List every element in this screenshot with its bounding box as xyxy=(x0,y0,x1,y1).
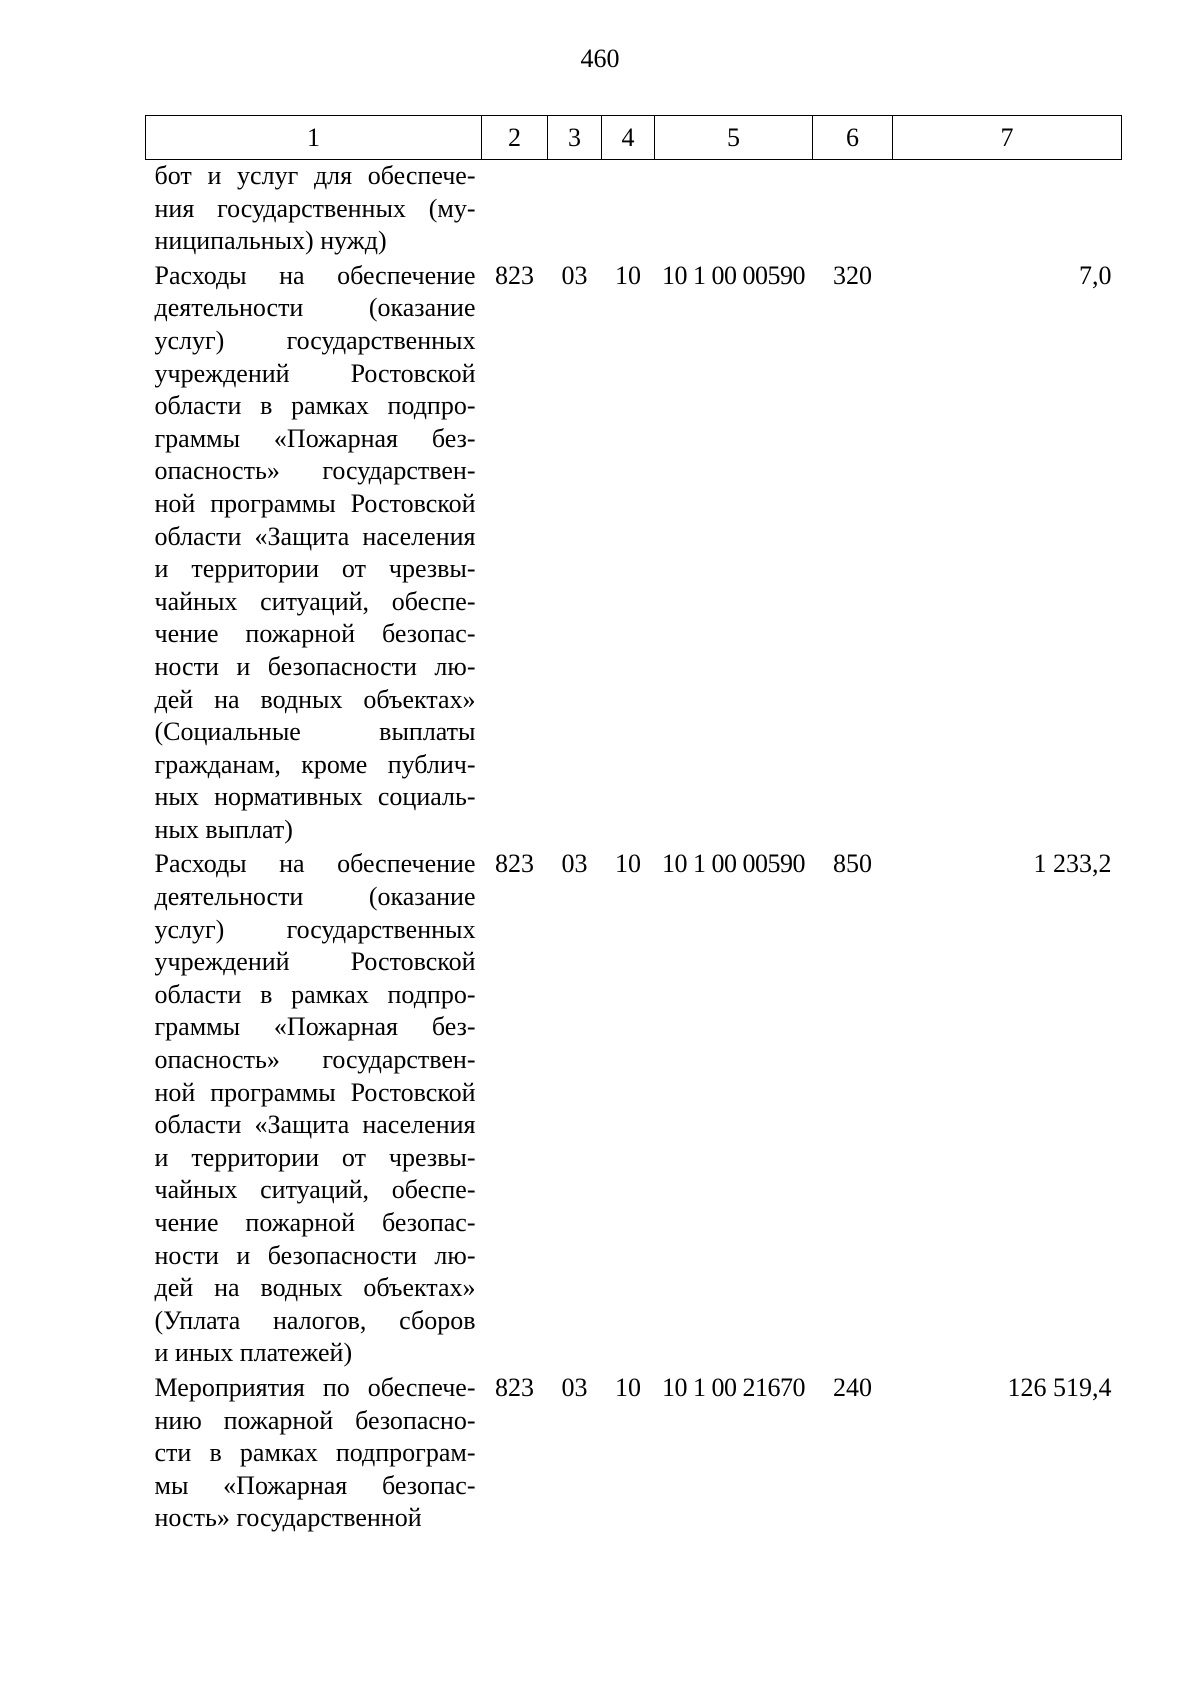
description-line: бот и услуг для обеспече- xyxy=(154,161,476,190)
description-line: ных нормативных социаль- xyxy=(154,782,476,812)
ministry-code: 823 xyxy=(495,849,534,879)
header-row xyxy=(146,116,1122,160)
header-col-5: 5 xyxy=(655,116,813,160)
description-line: чайных ситуаций, обеспе- xyxy=(154,1175,476,1205)
description-line: дей на водных объектах» xyxy=(154,1273,476,1303)
row-description xyxy=(146,848,482,1372)
description-line: Мероприятия по обеспече- xyxy=(154,1372,476,1402)
description-line: (Уплата налогов, сборов xyxy=(154,1305,476,1335)
amount: 7,0 xyxy=(1079,260,1112,290)
expense-type-code: 240 xyxy=(833,1372,872,1402)
section-code: 03 xyxy=(561,260,588,290)
description-line: нию пожарной безопасно- xyxy=(154,1405,476,1435)
description-line: ных выплат) xyxy=(154,814,293,844)
subsection-code: 10 xyxy=(615,260,641,290)
ministry-code: 823 xyxy=(495,260,534,290)
description-line: области в рамках подпро- xyxy=(154,979,476,1009)
description-line: области «Защита населения xyxy=(154,1110,476,1140)
description-line: Расходы на обеспечение xyxy=(154,849,476,879)
description-line: области «Защита населения xyxy=(154,521,476,551)
ministry-code: 823 xyxy=(495,1372,534,1402)
row-description xyxy=(146,160,482,260)
description-line: ной программы Ростовской xyxy=(154,488,476,518)
description-line: гражданам, кроме публич- xyxy=(154,749,476,779)
description-line: услуг) государственных xyxy=(154,914,476,944)
description-line: и территории от чрезвы- xyxy=(154,1142,476,1172)
header-col-7: 7 xyxy=(893,116,1122,160)
header-col-1: 1 xyxy=(146,116,482,160)
row-description xyxy=(146,1372,482,1537)
description-line: услуг) государственных xyxy=(154,325,476,355)
header-col-4: 4 xyxy=(602,116,655,160)
section-code: 03 xyxy=(561,849,588,879)
ministry-code xyxy=(482,160,548,260)
header-col-6: 6 xyxy=(813,116,893,160)
description-line: и территории от чрезвы- xyxy=(154,554,476,584)
expense-type-code: 850 xyxy=(833,849,872,879)
description-line: учреждений Ростовской xyxy=(154,947,476,977)
row-description xyxy=(146,260,482,849)
description-line: опасность» государствен- xyxy=(154,456,476,486)
target-article-code: 10 1 00 00590 xyxy=(662,849,805,879)
description-line: ности и безопасности лю- xyxy=(154,651,476,681)
description-line: (Социальные выплаты xyxy=(154,717,476,747)
budget-table xyxy=(145,115,1122,1537)
section-code xyxy=(548,160,602,260)
table-row xyxy=(146,848,1122,1372)
amount: 126 519,4 xyxy=(1007,1372,1112,1402)
target-article-code: 10 1 00 21670 xyxy=(662,1372,805,1402)
description-line: чение пожарной безопас- xyxy=(154,619,476,649)
amount: 1 233,2 xyxy=(1033,849,1112,879)
description-line: граммы «Пожарная без- xyxy=(154,1012,476,1042)
description-line: чайных ситуаций, обеспе- xyxy=(154,586,476,616)
description-line: ности и безопасности лю- xyxy=(154,1240,476,1270)
target-article-code xyxy=(655,160,813,260)
description-line: деятельности (оказание xyxy=(154,882,476,912)
description-line: чение пожарной безопас- xyxy=(154,1208,476,1237)
description-line: деятельности (оказание xyxy=(154,293,476,323)
expense-type-code: 320 xyxy=(833,260,872,290)
section-code: 03 xyxy=(561,1372,588,1402)
table-row xyxy=(146,160,1122,260)
amount xyxy=(893,160,1122,260)
header-col-2: 2 xyxy=(482,116,548,160)
description-line: ниципальных) нужд) xyxy=(154,226,387,256)
subsection-code xyxy=(602,160,655,260)
target-article-code: 10 1 00 00590 xyxy=(662,260,805,290)
subsection-code: 10 xyxy=(615,1372,641,1402)
subsection-code: 10 xyxy=(615,849,641,879)
header-col-3: 3 xyxy=(548,116,602,160)
table-row xyxy=(146,1372,1122,1537)
description-line: сти в рамках подпрограм- xyxy=(154,1438,476,1468)
table-row xyxy=(146,260,1122,849)
expense-type-code xyxy=(813,160,893,260)
description-line: дей на водных объектах» xyxy=(154,684,476,714)
description-line: опасность» государствен- xyxy=(154,1045,476,1075)
description-line: ния государственных (му- xyxy=(154,193,476,223)
description-line: граммы «Пожарная без- xyxy=(154,423,476,453)
description-line: мы «Пожарная безопас- xyxy=(154,1470,476,1500)
description-line: учреждений Ростовской xyxy=(154,358,476,388)
description-line: и иных платежей) xyxy=(154,1338,353,1368)
page-number: 460 xyxy=(580,44,620,73)
description-line: ной программы Ростовской xyxy=(154,1077,476,1107)
description-line: Расходы на обеспечение xyxy=(154,260,476,290)
description-line: ность» государственной xyxy=(154,1503,422,1533)
description-line: области в рамках подпро- xyxy=(154,391,476,421)
